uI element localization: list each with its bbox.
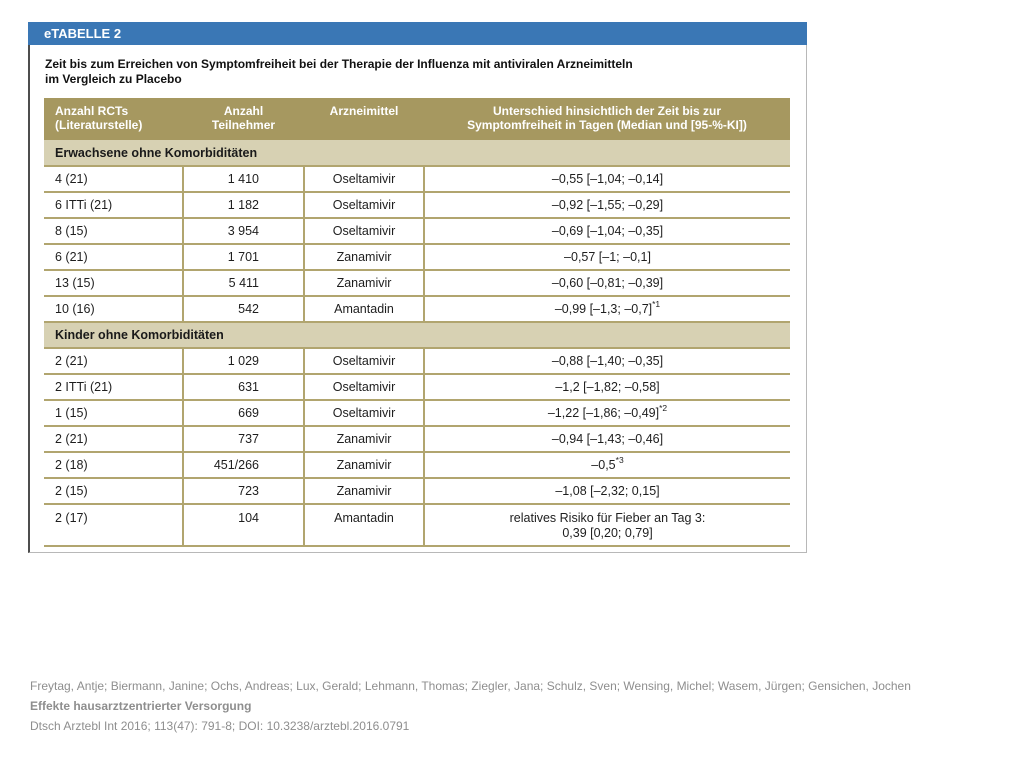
table-row [44,192,790,218]
table-row [44,400,790,426]
cell-drug: Zanamivir [304,270,424,296]
cell-difference [424,426,790,452]
cell-drug: Oseltamivir [304,348,424,374]
difference-value: –0,57 [–1; –0,1] [564,250,651,264]
cell-difference [424,218,790,244]
cell-rcts: 8 (15) [44,218,183,244]
column-header-line: Arzneimittel [329,104,399,118]
section-row-adults [44,140,790,166]
cell-participants: 1 182 [183,192,304,218]
column-header-line: Anzahl [223,104,264,118]
cell-drug: Oseltamivir [304,166,424,192]
cell-drug: Oseltamivir [304,374,424,400]
cell-rcts: 2 (18) [44,452,183,478]
section-row-children [44,322,790,348]
cell-difference [424,504,790,546]
cell-participants: 1 410 [183,166,304,192]
table-row [44,244,790,270]
cell-rcts: 2 (21) [44,426,183,452]
difference-value: –1,2 [–1,82; –0,58] [555,380,660,394]
results-table [44,98,790,547]
column-header-difference [424,98,790,140]
cell-participants: 1 029 [183,348,304,374]
cell-difference [424,166,790,192]
cell-participants: 5 411 [183,270,304,296]
cell-difference [424,192,790,218]
cell-participants: 723 [183,478,304,504]
column-header-participants [183,98,304,140]
table-title-line: Zeit bis zum Erreichen von Symptomfreiheit bei der Therapie der Influenza mit antiviralen Arzneimitteln [45,57,633,71]
table-label-banner: eTABELLE 2 [28,22,807,45]
cell-drug: Zanamivir [304,478,424,504]
column-header-line: Symptomfreiheit in Tagen (Median und [95-%-KI]) [467,118,747,132]
cell-participants: 737 [183,426,304,452]
footnote-marker: *3 [615,455,624,465]
cell-rcts: 4 (21) [44,166,183,192]
cell-participants: 104 [183,504,304,546]
section-heading: Kinder ohne Komorbiditäten [44,322,790,348]
difference-value: –0,92 [–1,55; –0,29] [551,198,664,212]
table-row [44,478,790,504]
cell-participants: 631 [183,374,304,400]
cell-difference [424,374,790,400]
cell-rcts: 2 (21) [44,348,183,374]
cell-difference [424,452,790,478]
difference-value-line2: 0,39 [0,20; 0,79] [562,526,653,540]
difference-value: –0,99 [–1,3; –0,7] [554,302,653,316]
difference-value: –0,55 [–1,04; –0,14] [551,172,664,186]
cell-difference [424,400,790,426]
cell-rcts: 2 ITTi (21) [44,374,183,400]
cell-difference [424,348,790,374]
difference-value: –1,08 [–2,32; 0,15] [555,484,660,498]
table-row [44,296,790,322]
footnote-marker: *1 [652,299,661,309]
cell-drug: Zanamivir [304,452,424,478]
cell-participants: 451/266 [183,452,304,478]
citation [30,676,911,736]
cell-rcts: 2 (17) [44,504,183,546]
cell-difference [424,270,790,296]
cell-drug: Oseltamivir [304,218,424,244]
cell-rcts: 2 (15) [44,478,183,504]
table-row [44,270,790,296]
cell-participants: 542 [183,296,304,322]
cell-drug: Amantadin [304,504,424,546]
table-row [44,504,790,546]
table-title [45,57,633,87]
table-row [44,348,790,374]
citation-authors: Freytag, Antje; Biermann, Janine; Ochs, Andreas; Lux, Gerald; Lehmann, Thomas; Ziegler, Jana; Schulz, Sven; Wensing, Michel; Wasem, Jürgen; Gensichen, Jochen [30,679,911,693]
difference-value: –0,60 [–0,81; –0,39] [551,276,664,290]
cell-drug: Zanamivir [304,426,424,452]
cell-participants: 3 954 [183,218,304,244]
cell-rcts: 6 (21) [44,244,183,270]
cell-difference [424,478,790,504]
cell-difference [424,296,790,322]
cell-rcts: 10 (16) [44,296,183,322]
difference-value: –0,69 [–1,04; –0,35] [551,224,664,238]
column-header-drug [304,98,424,140]
cell-participants: 1 701 [183,244,304,270]
footnote-marker: *2 [659,403,668,413]
cell-drug: Oseltamivir [304,192,424,218]
cell-drug: Zanamivir [304,244,424,270]
column-header-line: Anzahl RCTs [55,104,129,118]
table-row [44,374,790,400]
table-row [44,426,790,452]
cell-drug: Oseltamivir [304,400,424,426]
table-title-line: im Vergleich zu Placebo [45,72,182,86]
citation-title: Effekte hausarztzentrierter Versorgung [30,699,252,713]
difference-value: –0,94 [–1,43; –0,46] [551,432,664,446]
section-heading: Erwachsene ohne Komorbiditäten [44,140,790,166]
cell-difference [424,244,790,270]
column-header-line: Teilnehmer [211,118,276,132]
difference-value: –0,5 [591,458,616,472]
table-row [44,218,790,244]
difference-value: –1,22 [–1,86; –0,49] [547,406,660,420]
cell-rcts: 1 (15) [44,400,183,426]
cell-drug: Amantadin [304,296,424,322]
table-header-row [44,98,790,140]
column-header-line: (Literaturstelle) [55,118,143,132]
table-row [44,452,790,478]
difference-value: relatives Risiko für Fieber an Tag 3: [509,511,706,525]
cell-participants: 669 [183,400,304,426]
difference-value: –0,88 [–1,40; –0,35] [551,354,664,368]
column-header-line: Unterschied hinsichtlich der Zeit bis zur [492,104,722,118]
cell-rcts: 13 (15) [44,270,183,296]
table-row [44,166,790,192]
cell-rcts: 6 ITTi (21) [44,192,183,218]
citation-source: Dtsch Arztebl Int 2016; 113(47): 791-8; DOI: 10.3238/arztebl.2016.0791 [30,719,410,733]
column-header-rcts [44,98,183,140]
